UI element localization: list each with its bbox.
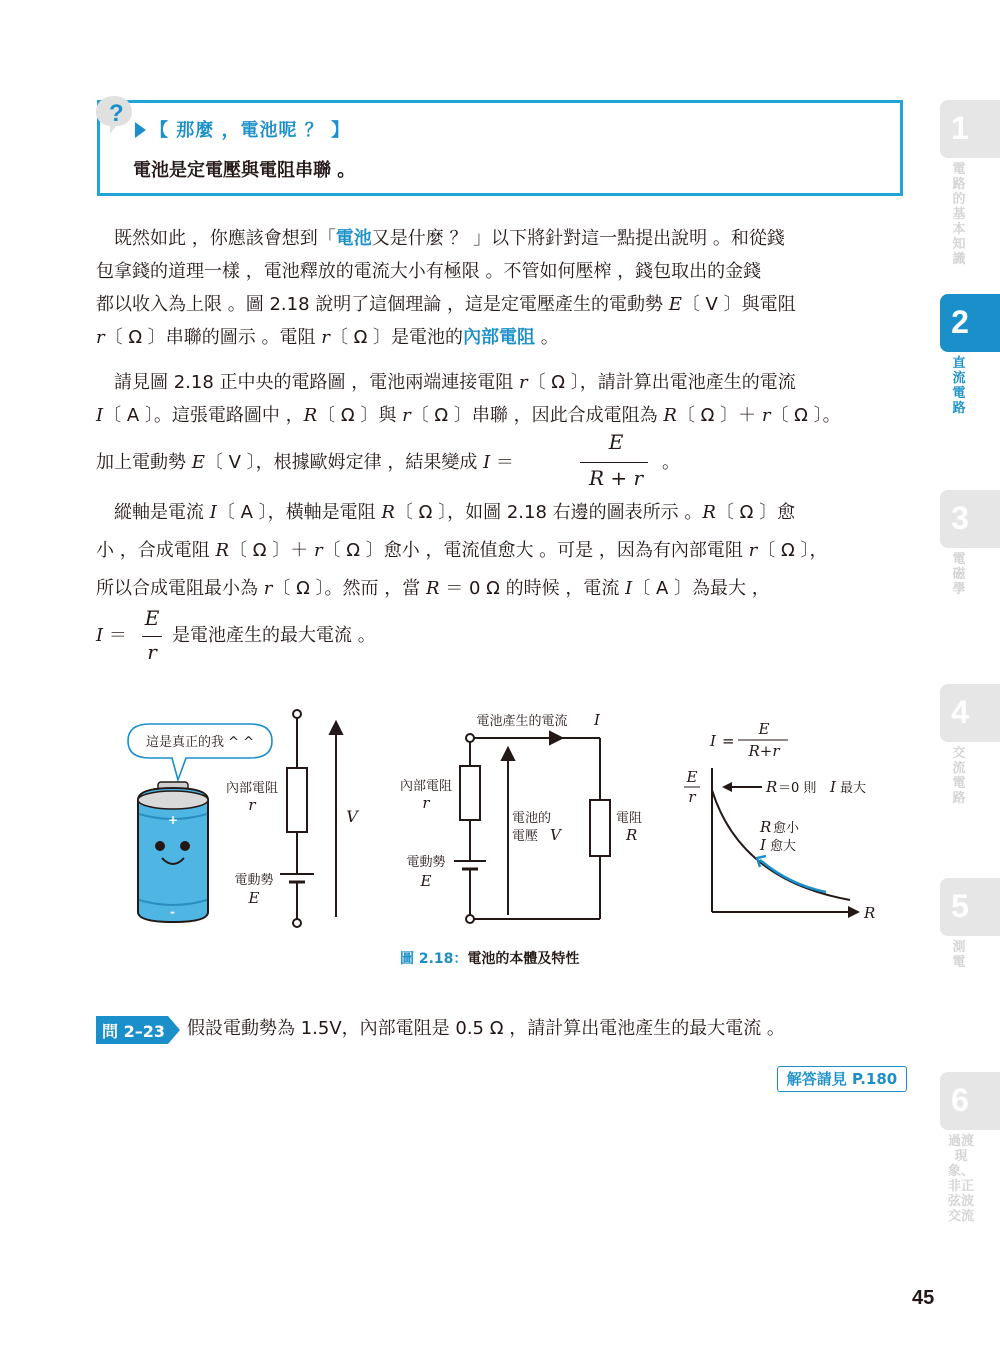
graph-note2-R: R xyxy=(760,818,772,836)
left-circuit xyxy=(280,710,342,927)
graph-note1-I: I xyxy=(830,778,836,796)
answer-reference-button[interactable]: 解答請見 P.180 xyxy=(777,1066,907,1092)
svg-text:+: + xyxy=(168,813,179,827)
middle-circuit xyxy=(454,732,610,923)
paragraph-1: 既然如此 ，你應該會想到「電池又是什麼 ？ 」以下將針對這一點提出說明 。和從錢 包拿錢的道理一樣 ，電池釋放的電流大小有極限 。不管如何壓榨 ，錢包取出的金錢 都以收入為上限 。圖 2.18 說明了這個理論 ，這是定電壓產生的電動勢 E〔 V 〕與電阻 r〔 Ω 〕串聯的圖示 。電阻 r〔 Ω 〕是電池的內部電阻 。 xyxy=(96,228,796,348)
question-box-answer: 電池是定電壓與電阻串聯 。 xyxy=(133,160,356,181)
mid-internal-label: 內部電阻 xyxy=(399,779,453,794)
paragraph-3-formula-line: I ＝ xyxy=(96,625,127,646)
fraction-denominator: R + r xyxy=(588,466,644,490)
fraction-denominator: r xyxy=(147,640,157,664)
mid-current-symbol: I xyxy=(594,711,600,729)
left-internal-symbol: r xyxy=(248,796,256,814)
graph-note1-end: 最大 xyxy=(840,781,867,796)
fraction-bar xyxy=(142,636,162,637)
graph-note3-I: I xyxy=(760,836,766,854)
graph-y-denominator: r xyxy=(688,788,696,806)
fraction-numerator: E xyxy=(144,606,160,630)
page-number: 45 xyxy=(912,1287,935,1309)
side-tab-1-number: 1 xyxy=(951,110,969,146)
triangle-icon xyxy=(135,122,146,138)
left-voltage-symbol: V xyxy=(346,807,358,826)
question-text: 假設電動勢為 1.5V，內部電阻是 0.5 Ω ，請計算出電池產生的最大電流 。 xyxy=(187,1018,785,1039)
fraction-numerator: E xyxy=(608,430,624,454)
question-box-title: 【 那麼 ，電池呢 ？ 】 xyxy=(135,116,350,142)
paragraph-3: 縱軸是電流 I〔 A 〕，橫軸是電阻 R〔 Ω 〕，如圖 2.18 右邊的圖表所示 。R〔 Ω 〕愈 小 ，合成電阻 R〔 Ω 〕＋ r〔 Ω 〕愈小 ，電流值愈大 。可是 ，因為有內部電阻 r〔 Ω 〕， 所以合成電阻最小為 r〔 Ω 〕。然而 ，當 R ＝ 0 Ω 的時候 ，電流 I〔 A 〕為最大 ， xyxy=(96,502,828,599)
side-tab-2-label: 直流電路 xyxy=(952,356,966,416)
svg-text:-: - xyxy=(170,905,175,919)
question-bubble-icon xyxy=(92,92,136,136)
mid-current-label: 電池產生的電流 xyxy=(476,714,568,729)
paragraph-2-formula-line: 加上電動勢 E〔 V 〕，根據歐姆定律 ，結果變成 I ＝ xyxy=(96,452,514,473)
graph-note2-text: 愈小 xyxy=(773,821,800,836)
battery-character xyxy=(138,782,208,922)
mid-resistor-label: 電阻 xyxy=(616,811,643,826)
formula-sentence: 是電池產生的最大電流 。 xyxy=(172,625,376,646)
left-emf-label: 電動勢 xyxy=(234,873,274,888)
mid-voltage-label: 電池的 xyxy=(512,811,552,826)
mid-resistor-symbol: R xyxy=(626,826,638,844)
graph-formula-I: I xyxy=(710,732,716,750)
svg-text:?: ? xyxy=(109,100,124,127)
graph-note1-text: ＝0 則 xyxy=(778,781,817,796)
side-tab-5-label: 測電 xyxy=(952,940,966,970)
side-tab-4-number: 4 xyxy=(951,694,969,730)
side-tab-5-number: 5 xyxy=(951,888,969,924)
graph-x-axis-label: R xyxy=(864,904,876,922)
left-internal-label: 內部電阻 xyxy=(225,781,279,796)
speech-bubble xyxy=(128,724,272,780)
side-tab-2-number: 2 xyxy=(951,304,969,340)
graph-formula-numerator: E xyxy=(758,720,770,738)
mid-voltage-symbol: V xyxy=(550,826,561,844)
graph-formula-denominator: R+r xyxy=(748,742,780,760)
mid-voltage-label-2: 電壓 xyxy=(512,829,539,844)
graph-y-numerator: E xyxy=(686,768,698,786)
side-tab-3-label: 電磁學 xyxy=(952,552,966,597)
side-tab-6-number: 6 xyxy=(951,1082,969,1118)
fraction-bar xyxy=(580,462,648,463)
figure-caption: 圖 2.18：電池的本體及特性 xyxy=(400,951,580,967)
graph-note3-text: 愈大 xyxy=(770,839,797,854)
figure-2-18 xyxy=(0,690,940,940)
mid-emf-symbol: E xyxy=(420,872,432,890)
side-tab-3-number: 3 xyxy=(951,500,969,536)
side-tab-6-label: 過渡現象、非正弦波交流 xyxy=(947,1134,974,1224)
mid-internal-symbol: r xyxy=(422,794,430,812)
svg-text:=: = xyxy=(722,732,735,750)
question-label: 問 2–23 xyxy=(102,1022,165,1041)
side-tab-4-label: 交流電路 xyxy=(952,746,966,806)
side-tab-1-label: 電路的基本知識 xyxy=(952,162,966,267)
formula-period: 。 xyxy=(662,452,680,473)
left-emf-symbol: E xyxy=(248,889,260,907)
paragraph-2: 請見圖 2.18 正中央的電路圖 ，電池兩端連接電阻 r〔 Ω 〕，請計算出電池產生的電流 I〔 A 〕。這張電路圖中 ，R〔 Ω 〕與 r〔 Ω 〕串聯 ，因此合成電阻為 R〔 Ω 〕＋ r〔 Ω 〕。 xyxy=(96,372,841,426)
speech-text: 這是真正的我 ^ ^ xyxy=(145,735,255,750)
mid-emf-label: 電動勢 xyxy=(406,855,446,870)
graph-note1-R: R xyxy=(766,778,778,796)
